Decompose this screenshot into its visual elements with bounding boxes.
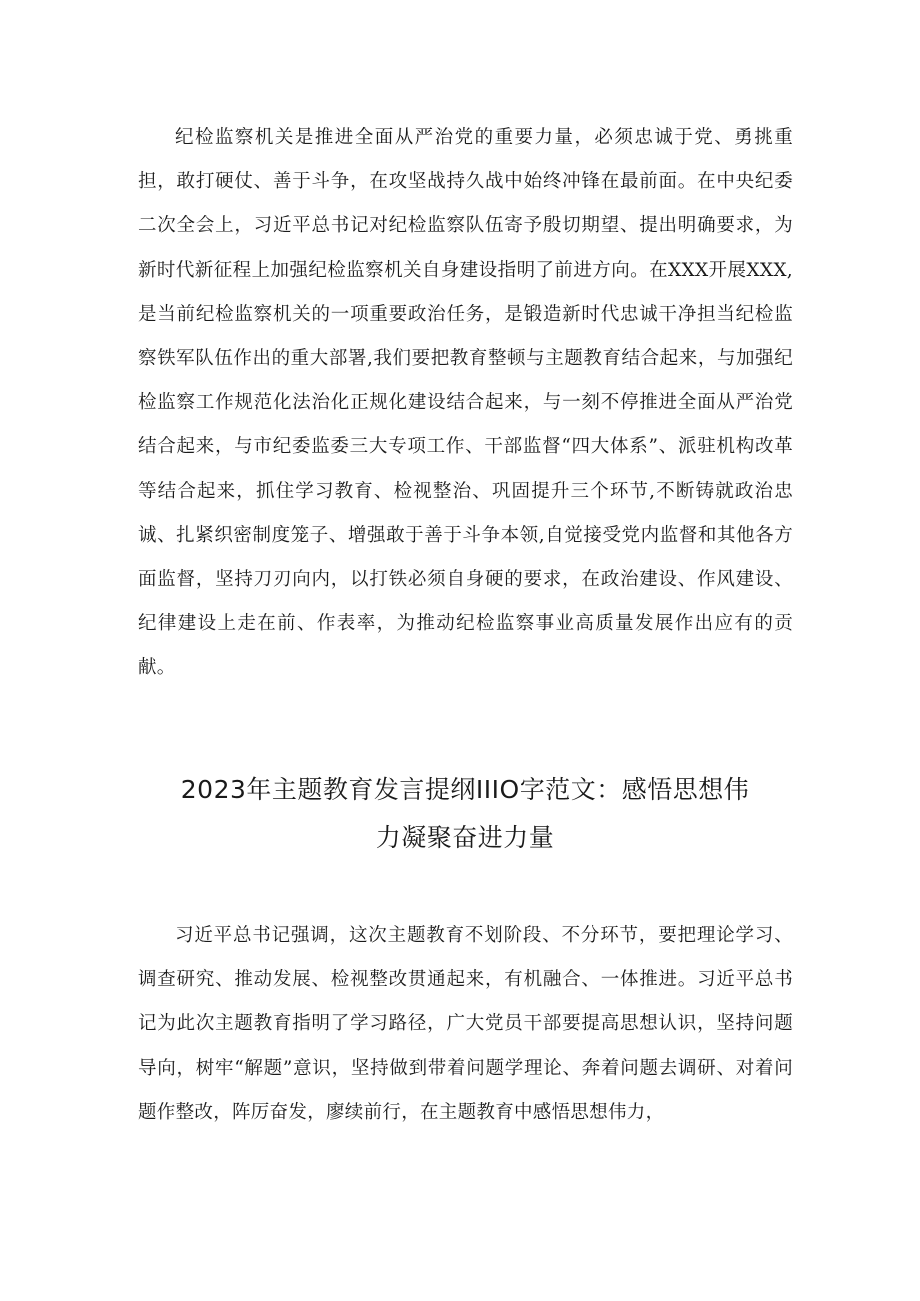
- section-heading: [120, 766, 810, 862]
- body-paragraph-1: 纪检监察机关是推进全面从严治党的重要力量，必须忠诚于党、勇挑重担，敢打硬仗、善于斗争，在攻坚战持久战中始终冲锋在最前面。在中央纪委二次全会上，习近平总书记对纪检监察队伍寄予殷切期望、提出明确要求，为新时代新征程上加强纪检监察机关自身建设指明了前进方向。在XXX开展XXX,是当前纪检监察机关的一项重要政治任务，是锻造新时代忠诚干净担当纪检监察铁军队伍作出的重大部署,我们要把教育整顿与主题教育结合起来，与加强纪检监察工作规范化法治化正规化建设结合起来，与一刻不停推进全面从严治党结合起来，与市纪委监委三大专项工作、干部监督“四大体系”、派驻机构改革等结合起来，抓住学习教育、检视整治、巩固提升三个环节,不断铸就政治忠诚、扎紧织密制度笼子、增强敢于善于斗争本领,自觉接受党内监督和其他各方面监督，坚持刀刃向内，以打铁必须自身硬的要求，在政治建设、作风建设、纪律建设上走在前、作表率，为推动纪检监察事业高质量发展作出应有的贡献。: [138, 127, 793, 679]
- section-heading-line-2: 力凝聚奋进力量: [375, 823, 555, 852]
- body-paragraph-2: 习近平总书记强调，这次主题教育不划阶段、不分环节，要把理论学习、调查研究、推动发展、检视整改贯通起来，有机融合、一体推进。习近平总书记为此次主题教育指明了学习路径，广大党员干部要提高思想认识，坚持问题导向，树牢“解题”意识，坚持做到带着问题学理论、奔着问题去调研、对着问题作整改，阵厉奋发，廖续前行，在主题教育中感悟思想伟力，: [138, 925, 793, 1123]
- section-heading-line-1: 2023年主题教育发言提纲IIIO字范文：感悟思想伟: [180, 775, 750, 804]
